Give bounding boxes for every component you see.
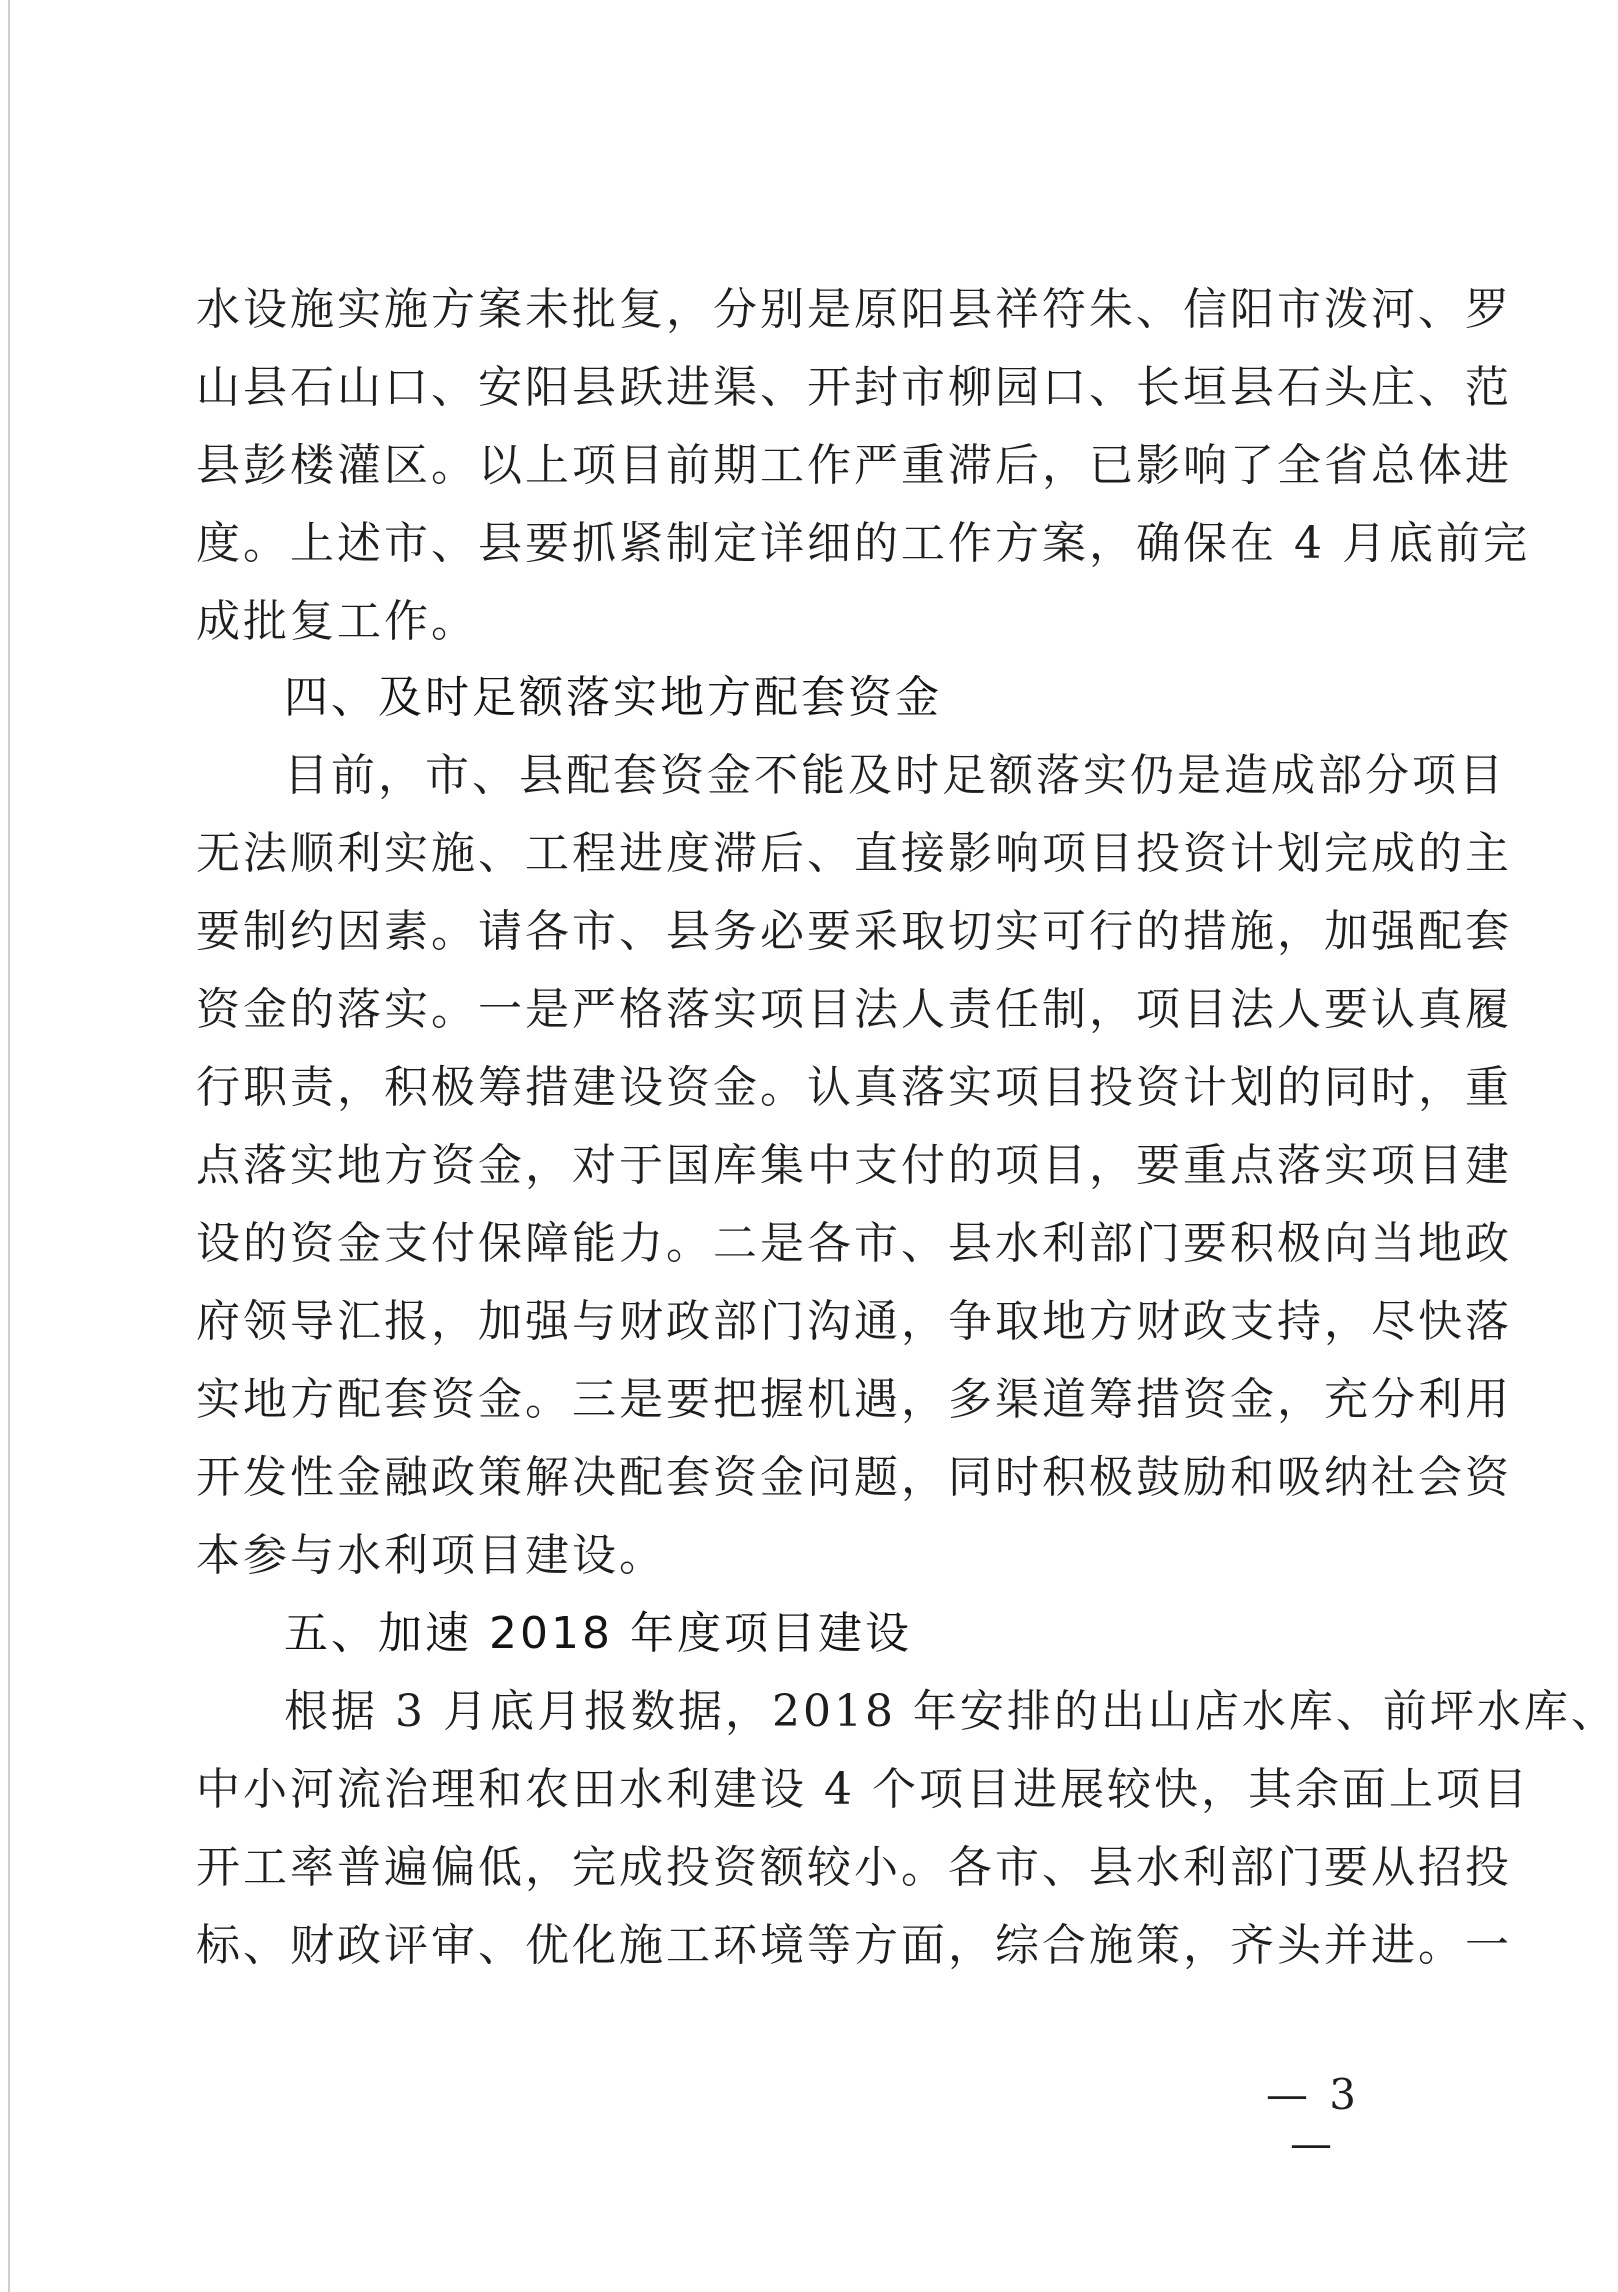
paragraph-line: 本参与水利项目建设。 (196, 1530, 666, 1581)
paragraph-line: 资金的落实。一是严格落实项目法人责任制，项目法人要认真履 (196, 984, 1512, 1035)
paragraph-line: 水设施实施方案未批复，分别是原阳县祥符朱、信阳市泼河、罗 (196, 284, 1512, 335)
paragraph-line: 开工率普遍偏低，完成投资额较小。各市、县水利部门要从招投 (196, 1842, 1512, 1893)
paragraph-line: 开发性金融政策解决配套资金问题，同时积极鼓励和吸纳社会资 (196, 1452, 1512, 1503)
section-heading: 四、及时足额落实地方配套资金 (284, 672, 942, 723)
paragraph-line: 实地方配套资金。三是要把握机遇，多渠道筹措资金，充分利用 (196, 1374, 1512, 1425)
paragraph-line: 要制约因素。请各市、县务必要采取切实可行的措施，加强配套 (196, 906, 1512, 957)
paragraph-line: 成批复工作。 (196, 596, 478, 647)
paragraph-line: 中小河流治理和农田水利建设 4 个项目进展较快，其余面上项目 (196, 1764, 1530, 1815)
paragraph-line: 点落实地方资金，对于国库集中支付的项目，要重点落实项目建 (196, 1140, 1512, 1191)
scan-margin-mark (8, 0, 10, 2292)
paragraph-line: 县彭楼灌区。以上项目前期工作严重滞后，已影响了全省总体进 (196, 440, 1512, 491)
paragraph-line: 无法顺利实施、工程进度滞后、直接影响项目投资计划完成的主 (196, 828, 1512, 879)
page-number: — 3 — (1265, 2070, 1361, 2168)
paragraph-line: 标、财政评审、优化施工环境等方面，综合施策，齐头并进。一 (196, 1920, 1512, 1971)
paragraph-line: 行职责，积极筹措建设资金。认真落实项目投资计划的同时，重 (196, 1062, 1512, 1113)
paragraph-line: 山县石山口、安阳县跃进渠、开封市柳园口、长垣县石头庄、范 (196, 362, 1512, 413)
paragraph-line: 目前，市、县配套资金不能及时足额落实仍是造成部分项目 (284, 750, 1506, 801)
paragraph-line: 根据 3 月底月报数据，2018 年安排的出山店水库、前坪水库、 (284, 1686, 1618, 1737)
paragraph-line: 度。上述市、县要抓紧制定详细的工作方案，确保在 4 月底前完 (196, 518, 1530, 569)
section-heading: 五、加速 2018 年度项目建设 (284, 1608, 912, 1659)
paragraph-line: 设的资金支付保障能力。二是各市、县水利部门要积极向当地政 (196, 1218, 1512, 1269)
paragraph-line: 府领导汇报，加强与财政部门沟通，争取地方财政支持，尽快落 (196, 1296, 1512, 1347)
